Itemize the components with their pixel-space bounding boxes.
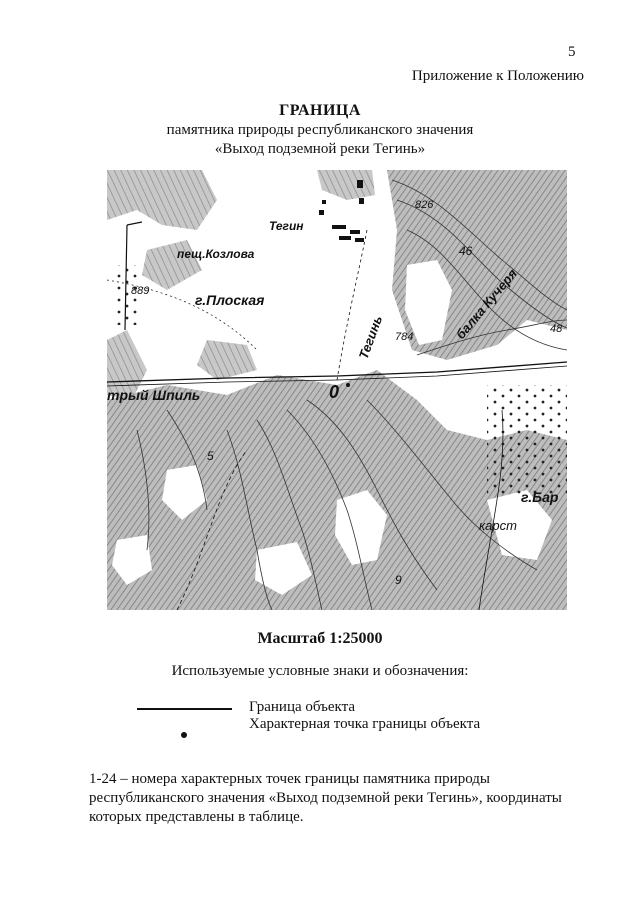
label-num-9: 9	[395, 573, 402, 587]
label-balka: балка Кучеря	[452, 265, 520, 342]
map-svg	[107, 170, 567, 610]
label-cave: пещ.Козлова	[177, 247, 255, 261]
subtitle-line-2: «Выход подземной реки Тегинь»	[214, 141, 426, 157]
label-mount-ploskaya: г.Плоская	[195, 292, 265, 308]
legend-point-label: Характерная точка границы объекта	[249, 716, 481, 732]
subtitle-line-1: памятника природы республиканского значения	[166, 122, 474, 138]
map-scale: Масштаб 1:25000	[257, 630, 383, 647]
label-tegin-village: Тегин	[269, 219, 304, 233]
legend-boundary-line-icon	[137, 708, 232, 710]
label-height-48: 48	[550, 323, 563, 335]
page-number: 5	[568, 44, 576, 60]
label-river: Тегинь	[355, 313, 386, 362]
legend-point-dot-icon	[181, 732, 187, 738]
document-title: ГРАНИЦА	[279, 102, 361, 119]
footnote: 1-24 – номера характерных точек границы памятника природы республиканского значения «Выход подземной реки Тегинь», координаты которых представлены в таблице.	[89, 771, 562, 825]
label-mount-bar: г.Бар	[521, 489, 559, 505]
document-subtitle	[0, 121, 640, 159]
label-height-784: 784	[395, 331, 414, 343]
label-point-0: 0	[329, 382, 340, 402]
label-num-5: 5	[207, 449, 214, 463]
label-height-46: 46	[459, 244, 473, 258]
topographic-map	[107, 170, 567, 610]
legend-heading: Используемые условные знаки и обозначения:	[171, 663, 469, 679]
label-shpil: трый Шпиль	[107, 387, 201, 403]
appendix-label: Приложение к Положению	[411, 68, 584, 84]
label-karst: карст	[479, 518, 517, 533]
legend-boundary-label: Граница объекта	[249, 699, 356, 715]
label-height-826: 826	[415, 199, 434, 211]
label-height-889: 889	[131, 285, 150, 297]
